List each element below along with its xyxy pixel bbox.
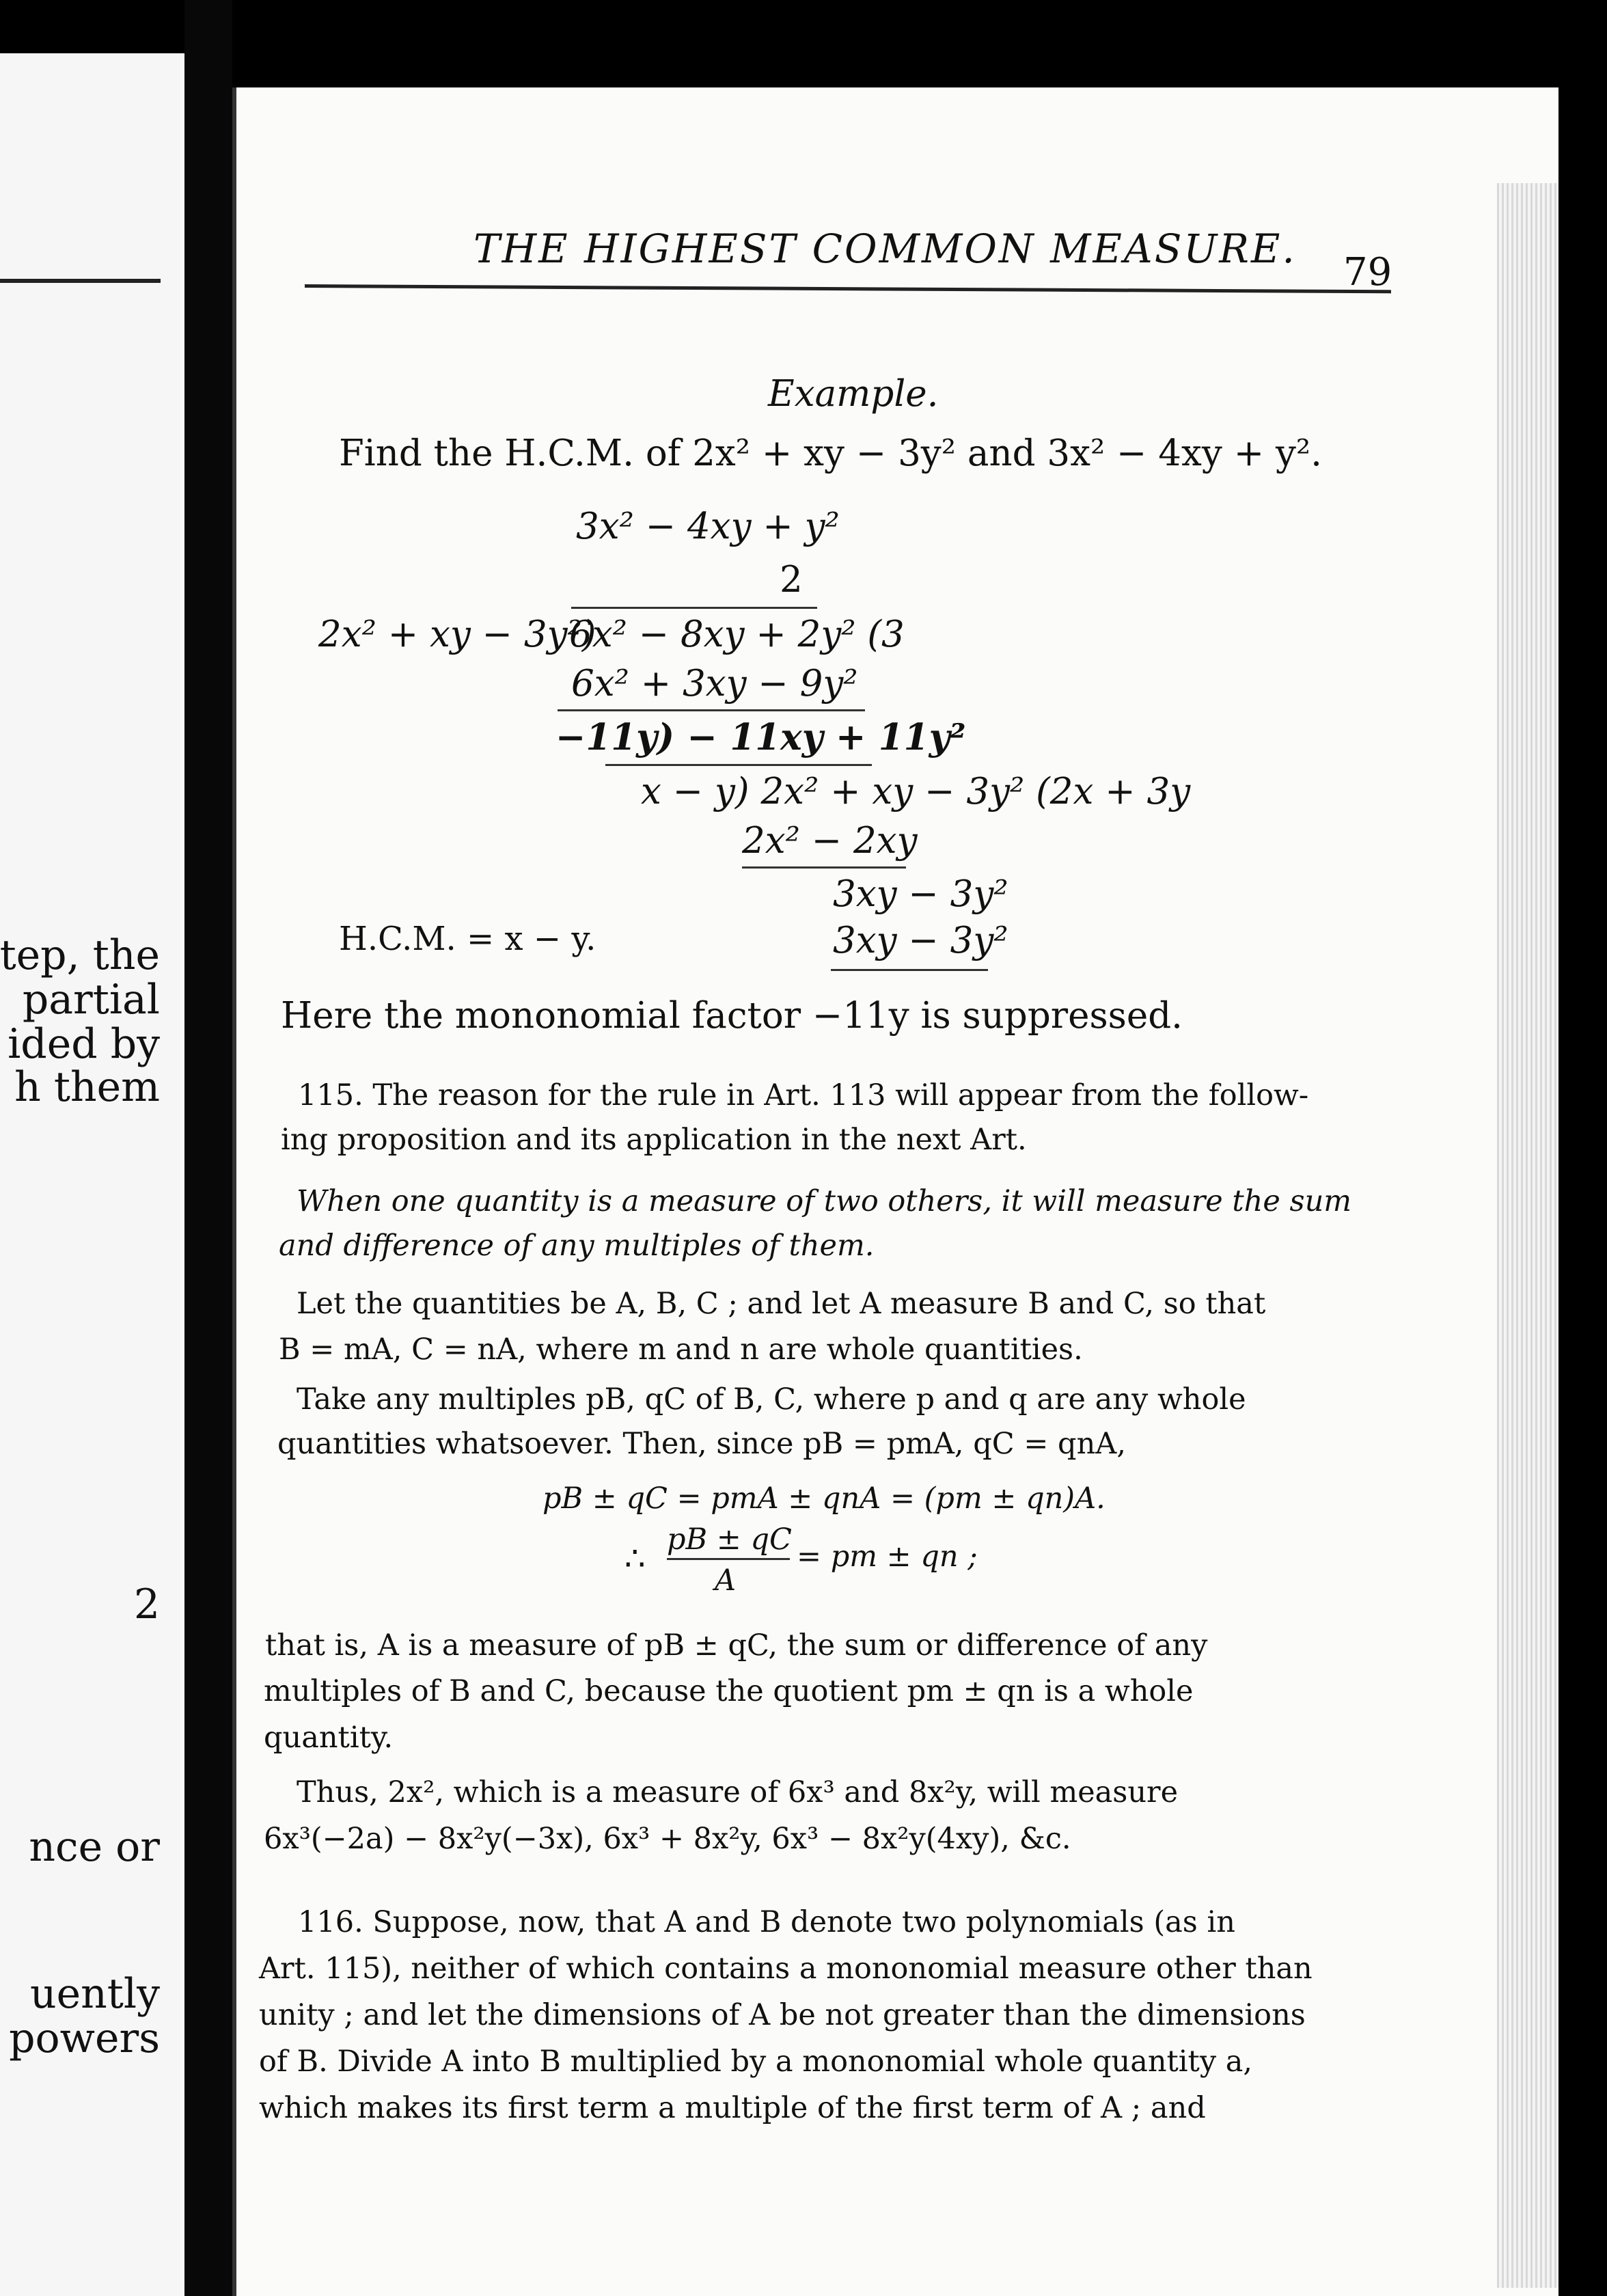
equation-rhs: = pm ± qn ; <box>797 1540 978 1574</box>
proposition-line: and difference of any multiples of them. <box>279 1229 875 1263</box>
left-page-edge <box>0 53 189 2296</box>
equation-line: pB ± qC = pmA ± qnA = (pm ± qn)A. <box>542 1481 1105 1516</box>
work-line: x − y) 2x² + xy − 3y² (2x + 3y <box>641 771 1191 812</box>
art116-line: of B. Divide A into B multiplied by a mononomial whole quantity a, <box>259 2045 1253 2079</box>
header-rule <box>305 284 1391 293</box>
left-fragment: ided by <box>8 1020 160 1068</box>
fraction-denominator: A <box>715 1563 737 1598</box>
work-rule <box>831 969 988 971</box>
left-fragment: tep, the <box>0 931 160 979</box>
art115-line: ing proposition and its application in the next Art. <box>281 1123 1027 1157</box>
work-line: 3xy − 3y² <box>833 920 1008 961</box>
work-line: 6x² + 3xy − 9y² <box>571 663 858 705</box>
therefore-symbol: ∴ <box>624 1540 646 1578</box>
body-line: Take any multiples pB, qC of B, C, where p and q are any whole <box>297 1382 1246 1417</box>
art116-line: Art. 115), neither of which contains a mononomial measure other than <box>259 1952 1313 1986</box>
body-line: Let the quantities be A, B, C ; and let A measure B and C, so that <box>297 1287 1266 1321</box>
page-number: 79 <box>1343 250 1392 295</box>
work-line: 2 <box>780 559 803 601</box>
left-fragment: 2 <box>133 1581 160 1628</box>
work-line: 3xy − 3y² <box>833 873 1008 915</box>
work-line: 3x² − 4xy + y² <box>576 506 840 547</box>
book-page <box>232 87 1558 2296</box>
body-line: that is, A is a measure of pB ± qC, the sum or difference of any <box>265 1628 1208 1663</box>
body-line: quantity. <box>264 1721 394 1755</box>
body-line: B = mA, C = nA, where m and n are whole quantities. <box>279 1332 1083 1367</box>
left-fragment: h them <box>14 1063 160 1111</box>
work-line: 6x² − 8xy + 2y² (3 <box>569 614 905 655</box>
art116-line: unity ; and let the dimensions of A be not greater than the dimensions <box>259 1998 1306 2032</box>
body-line: multiples of B and C, because the quotient pm ± qn is a whole <box>264 1674 1194 1708</box>
hcm-result: H.C.M. = x − y. <box>339 920 596 958</box>
fraction-numerator: pB ± qC <box>667 1522 792 1557</box>
body-line: 6x³(−2a) − 8x²y(−3x), 6x³ + 8x²y, 6x³ − 8x²y(4xy), &c. <box>264 1822 1071 1856</box>
art116-line: which makes its first term a multiple of the first term of A ; and <box>259 2091 1206 2125</box>
work-rule <box>558 709 865 711</box>
left-fragment: nce or <box>29 1823 160 1871</box>
work-line: 2x² − 2xy <box>742 820 918 862</box>
proposition-line: When one quantity is a measure of two others, it will measure the sum <box>297 1184 1352 1218</box>
example-note: Here the mononomial factor −11y is suppressed. <box>281 995 1183 1037</box>
work-rule <box>742 866 906 869</box>
example-problem: Find the H.C.M. of 2x² + xy − 3y² and 3x² − 4xy + y². <box>339 433 1322 474</box>
art115-line: 115. The reason for the rule in Art. 113 will appear from the follow- <box>298 1078 1309 1112</box>
work-line: −11y) − 11xy + 11y² <box>555 716 966 758</box>
book-gutter <box>184 0 232 2296</box>
work-rule <box>605 764 872 766</box>
body-line: quantities whatsoever. Then, since pB = pmA, qC = qnA, <box>277 1427 1127 1461</box>
left-fragment: powers <box>9 2014 160 2062</box>
art116-line: 116. Suppose, now, that A and B denote two polynomials (as in <box>298 1905 1235 1939</box>
page-edge-stack <box>1497 183 1558 2288</box>
left-fragment: uently <box>30 1970 160 2018</box>
body-line: Thus, 2x², which is a measure of 6x³ and 8x²y, will measure <box>297 1775 1179 1809</box>
fraction-bar <box>667 1558 790 1560</box>
running-head: THE HIGHEST COMMON MEASURE. <box>473 226 1297 272</box>
left-fragment: partial <box>22 976 160 1024</box>
left-page-rule <box>0 279 161 283</box>
work-rule <box>571 607 817 609</box>
example-heading: Example. <box>768 373 939 415</box>
work-divisor: 2x² + xy − 3y²) <box>318 614 596 655</box>
